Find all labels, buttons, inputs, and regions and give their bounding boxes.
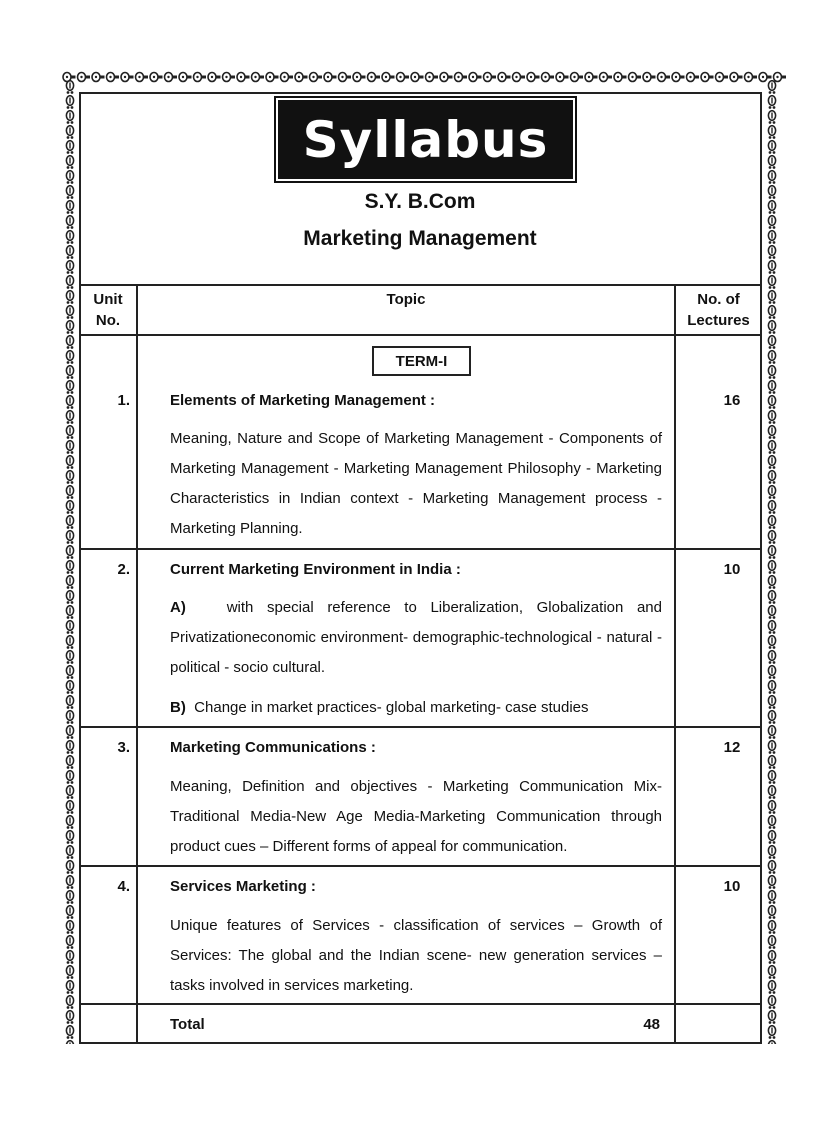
header-unit-line1: Unit	[93, 291, 123, 308]
lecture-count: 10	[723, 561, 741, 578]
total-value: 48	[643, 1016, 660, 1033]
topic-description: Meaning, Definition and objectives - Marketing Communication Mix- Traditional Media-New Age Media-Marketing Communication through product cues – Different forms of appeal for communication.	[170, 778, 662, 855]
table-top-rule	[79, 284, 762, 286]
row-divider	[79, 726, 762, 728]
row-divider	[79, 865, 762, 867]
topic-subitem-a	[170, 593, 662, 683]
subitem-a-label: A)	[170, 599, 186, 616]
badge-text: Syllabus	[302, 110, 549, 169]
header-lectures	[676, 289, 761, 331]
lecture-count: 10	[723, 878, 741, 895]
term-label: TERM-I	[372, 346, 471, 376]
row-divider	[79, 548, 762, 550]
header-unit	[80, 289, 136, 331]
topic-description: Unique features of Services - classification of services – Growth of Services: The global and the Indian scene- new generation services – tasks involved in services marketing.	[170, 917, 662, 994]
header-unit-line2: No.	[95, 312, 121, 329]
decorative-border-top	[62, 70, 787, 84]
topic-subitem-b	[170, 693, 662, 723]
column-divider	[136, 284, 138, 1044]
table-header-rule	[79, 334, 762, 336]
chain-border-icon	[64, 80, 76, 1044]
topic-title: Elements of Marketing Management :	[170, 392, 436, 409]
header-topic: Topic	[386, 291, 426, 308]
row-divider	[79, 1003, 762, 1005]
subject-title: Marketing Management	[303, 227, 537, 250]
topic-title: Current Marketing Environment in India :	[170, 561, 461, 578]
header-lectures-line1: No. of	[697, 291, 740, 308]
unit-number: 4.	[117, 878, 130, 895]
topic-title: Marketing Communications :	[170, 739, 376, 756]
decorative-border-left	[64, 80, 76, 1044]
unit-number: 3.	[117, 739, 130, 756]
syllabus-badge	[278, 100, 573, 179]
unit-number: 2.	[117, 561, 130, 578]
column-divider	[674, 284, 676, 1044]
topic-title: Services Marketing :	[170, 878, 316, 895]
total-label: Total	[170, 1016, 205, 1033]
lecture-count: 12	[723, 739, 741, 756]
lecture-count: 16	[723, 392, 741, 409]
topic-description: Meaning, Nature and Scope of Marketing Management - Components of Marketing Management - Marketing Management Philosophy - Marketing Characteristics in Indian context - Marketing Management process - Marketing Planning.	[170, 430, 662, 537]
unit-number: 1.	[117, 392, 130, 409]
subitem-b-label: B)	[170, 699, 186, 716]
course-title: S.Y. B.Com	[364, 190, 476, 213]
subitem-a-text: with special reference to Liberalization, Globalization and Privatizationeconomic environment- demographic-technological - natural - political - socio cultural.	[170, 599, 662, 676]
chain-border-icon	[62, 70, 787, 84]
subitem-b-text: Change in market practices- global marketing- case studies	[194, 699, 589, 716]
header-lectures-line2: Lectures	[687, 312, 750, 329]
